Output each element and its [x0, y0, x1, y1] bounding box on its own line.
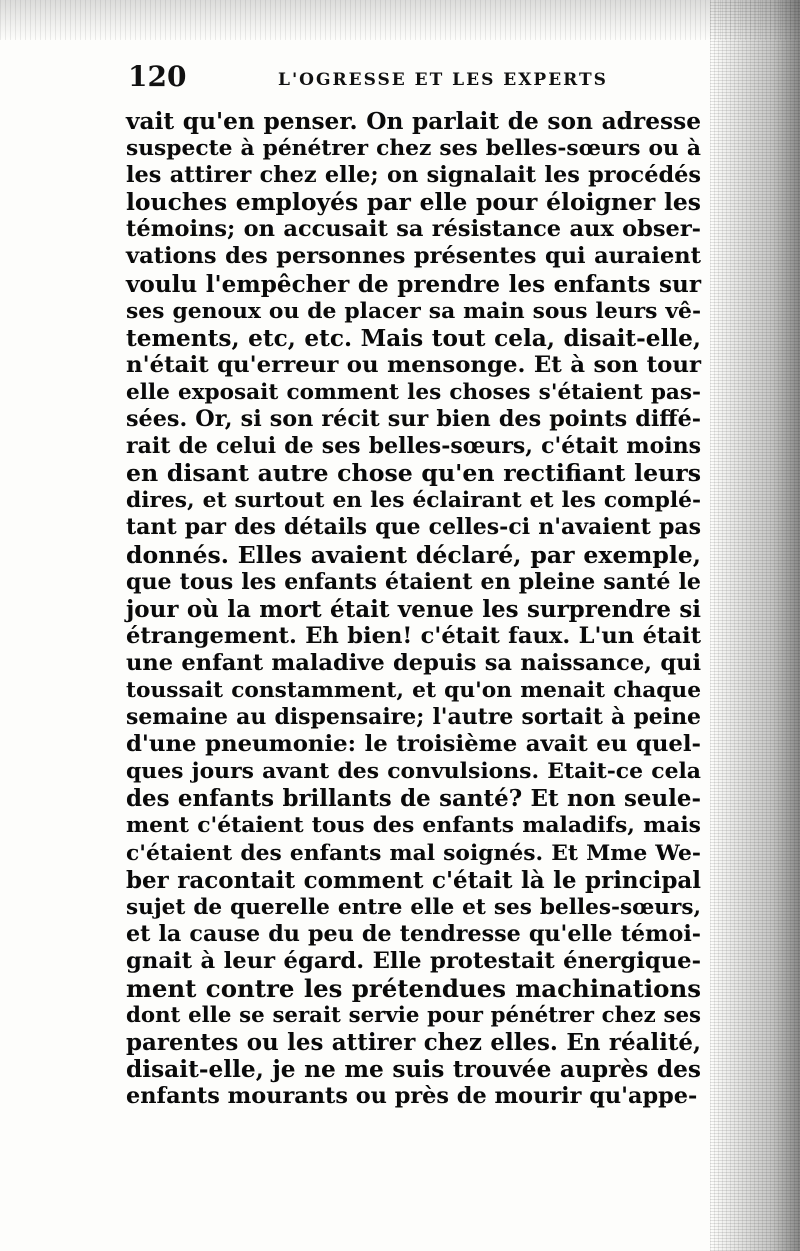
- text-line: ses genoux ou de placer sa main sous leurs vê-: [126, 297, 701, 324]
- text-line: tements, etc, etc. Mais tout cela, disait-elle,: [126, 324, 701, 352]
- text-line: donnés. Elles avaient déclaré, par exemple,: [126, 540, 701, 569]
- text-line: toussait constamment, et qu'on menait chaque: [126, 677, 701, 703]
- text-line: n'était qu'erreur ou mensonge. Et à son tour: [126, 351, 701, 378]
- page-number: 120: [128, 60, 187, 93]
- text-line: rait de celui de ses belles-sœurs, c'était moins: [126, 433, 701, 460]
- text-line: sujet de querelle entre elle et ses belles-sœurs,: [126, 894, 701, 920]
- running-title: L'OGRESSE ET LES EXPERTS: [278, 70, 608, 90]
- text-line: que tous les enfants étaient en pleine santé le: [126, 568, 701, 595]
- text-line: ment contre les prétendues machinations: [126, 974, 701, 1003]
- text-line: les attirer chez elle; on signalait les procédés: [126, 162, 701, 189]
- text-line: en disant autre chose qu'en rectifiant leurs: [126, 459, 701, 488]
- text-line: dont elle se serait servie pour pénétrer chez ses: [126, 1003, 701, 1029]
- body-text: [126, 108, 701, 1110]
- text-line: semaine au dispensaire; l'autre sortait à peine: [126, 704, 701, 731]
- text-line: enfants mourants ou près de mourir qu'appe-: [126, 1083, 698, 1110]
- text-line: tant par des détails que celles-ci n'avaient pas: [126, 514, 701, 541]
- text-line: disait-elle, je ne me suis trouvée auprès des: [126, 1056, 701, 1084]
- text-line: louches employés par elle pour éloigner les: [126, 188, 701, 217]
- text-line: et la cause du peu de tendresse qu'elle témoi-: [126, 920, 701, 947]
- text-line: suspecte à pénétrer chez ses belles-sœurs ou à: [126, 136, 701, 162]
- text-line: gnait à leur égard. Elle protestait énergique-: [126, 947, 701, 974]
- scan-noise-top: [0, 0, 800, 40]
- text-line: parentes ou les attirer chez elles. En réalité,: [126, 1029, 701, 1057]
- text-line: sées. Or, si son récit sur bien des points diffé-: [126, 406, 701, 433]
- text-line: elle exposait comment les choses s'étaient pas-: [126, 379, 701, 405]
- page-header: [128, 60, 688, 100]
- text-line: c'étaient des enfants mal soignés. Et Mme We-: [126, 839, 701, 866]
- text-line: témoins; on accusait sa résistance aux obser-: [126, 216, 701, 243]
- text-line: étrangement. Eh bien! c'était faux. L'un était: [126, 622, 701, 649]
- text-line: une enfant maladive depuis sa naissance, qui: [126, 649, 701, 676]
- text-line: jour où la mort était venue les surprendre si: [126, 595, 701, 623]
- text-line: ques jours avant des convulsions. Etait-ce cela: [126, 758, 701, 785]
- text-line: vait qu'en penser. On parlait de son adresse: [126, 108, 701, 135]
- text-line: ber racontait comment c'était là le principal: [126, 866, 701, 894]
- text-line: d'une pneumonie: le troisième avait eu quel-: [126, 731, 701, 758]
- text-line: dires, et surtout en les éclairant et les complé-: [126, 488, 701, 514]
- text-line: vations des personnes présentes qui auraient: [126, 243, 701, 270]
- text-line: des enfants brillants de santé? Et non seule-: [126, 785, 701, 813]
- text-line: ment c'étaient tous des enfants maladifs, mais: [126, 812, 701, 839]
- scan-noise-right-edge: [710, 0, 800, 1251]
- text-line: voulu l'empêcher de prendre les enfants sur: [126, 270, 701, 298]
